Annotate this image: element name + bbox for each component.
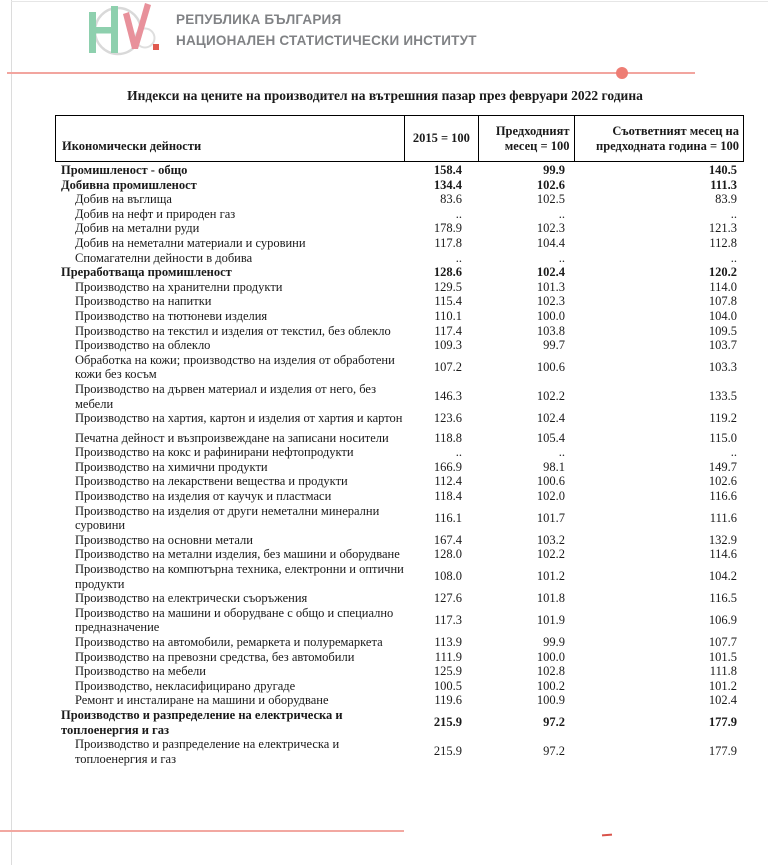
column-header-activities: Икономически дейности bbox=[62, 139, 202, 153]
activity-label: Производство на облекло bbox=[75, 338, 211, 353]
index-value: 83.9 bbox=[715, 192, 737, 207]
index-value: 158.4 bbox=[433, 163, 462, 177]
index-value: 97.2 bbox=[543, 715, 565, 730]
index-value: 128.0 bbox=[433, 547, 462, 562]
decorative-rule-top bbox=[7, 72, 695, 74]
index-value: 101.9 bbox=[536, 613, 565, 628]
index-value: 133.5 bbox=[708, 389, 737, 404]
index-value: 99.9 bbox=[543, 635, 565, 649]
index-value: 112.4 bbox=[434, 474, 462, 489]
table-row bbox=[55, 251, 744, 266]
nsi-logo-icon bbox=[85, 2, 167, 58]
index-value: 108.0 bbox=[433, 569, 462, 584]
index-value: 125.9 bbox=[433, 664, 462, 679]
table-row bbox=[55, 635, 744, 650]
table-row bbox=[55, 562, 744, 591]
index-value: 116.1 bbox=[434, 510, 462, 525]
red-dash-mark bbox=[602, 834, 612, 837]
index-value: 102.2 bbox=[536, 389, 565, 404]
index-value: 117.4 bbox=[434, 323, 462, 338]
activity-label: Печатна дейност и възпроизвеждане на записани носители bbox=[75, 430, 389, 445]
activity-label: Добив на нефт и природен газ bbox=[75, 206, 236, 221]
table-row bbox=[55, 679, 744, 694]
table-row bbox=[55, 309, 744, 324]
activity-label: Обработка на кожи; производство на изделия от обработени кожи без косъм bbox=[75, 352, 395, 382]
index-value: 117.3 bbox=[434, 613, 462, 628]
index-value: 109.5 bbox=[708, 323, 737, 338]
table-row bbox=[55, 737, 744, 766]
table-row bbox=[55, 411, 744, 426]
index-value: 111.6 bbox=[709, 510, 737, 525]
org-name-line1: РЕПУБЛИКА БЪЛГАРИЯ bbox=[176, 12, 342, 27]
table-row bbox=[55, 192, 744, 207]
index-value: 101.2 bbox=[708, 678, 737, 693]
activity-label: Производство и разпределение на електрическа и топлоенергия и газ bbox=[75, 737, 340, 766]
activity-label: Преработваща промишленост bbox=[61, 265, 232, 280]
table-row bbox=[55, 178, 744, 193]
activity-label: Производство на машини и оборудване с общо и специално предназначение bbox=[75, 605, 394, 635]
index-value: 134.4 bbox=[433, 177, 462, 192]
table-row bbox=[55, 163, 744, 178]
index-value: 107.2 bbox=[433, 360, 462, 375]
activity-label: Производство на тютюневи изделия bbox=[75, 308, 268, 323]
activity-label: Производство на метални изделия, без машини и оборудване bbox=[75, 547, 400, 562]
index-value: .. bbox=[730, 445, 737, 460]
index-value: 117.8 bbox=[434, 235, 462, 250]
activity-label: Промишленост - общо bbox=[61, 163, 188, 177]
index-value: 102.4 bbox=[536, 411, 565, 426]
index-value: 101.7 bbox=[536, 510, 565, 525]
activity-label: Производство на дървен материал и изделия от него, без мебели bbox=[75, 381, 377, 411]
index-value: 107.7 bbox=[708, 635, 737, 649]
index-value: 100.6 bbox=[536, 474, 565, 489]
rule-dot-icon bbox=[616, 67, 628, 79]
index-value: 103.2 bbox=[536, 532, 565, 547]
index-value: 101.3 bbox=[536, 279, 565, 294]
index-value: 177.9 bbox=[708, 715, 737, 730]
column-header-prev-year-month: Съответният месец на предходната година = 100 bbox=[574, 116, 744, 161]
index-value: .. bbox=[558, 206, 565, 221]
activity-label: Производство на напитки bbox=[75, 294, 212, 309]
activity-label: Производство на хартия, картон и изделия от хартия и картон bbox=[75, 411, 403, 426]
activity-label: Добив на въглища bbox=[75, 192, 172, 207]
indices-table bbox=[55, 115, 744, 766]
index-value: 106.9 bbox=[708, 613, 737, 628]
activity-label: Добив на неметални материали и суровини bbox=[75, 235, 306, 250]
activity-label: Производство на хранителни продукти bbox=[75, 279, 283, 294]
index-value: 166.9 bbox=[433, 459, 462, 474]
index-value: .. bbox=[455, 445, 462, 460]
table-row bbox=[55, 265, 744, 280]
index-value: 114.6 bbox=[709, 547, 737, 562]
index-value: 102.8 bbox=[536, 664, 565, 679]
index-value: .. bbox=[558, 445, 565, 460]
column-header-prev-month: Предходният месец = 100 bbox=[478, 116, 574, 161]
index-value: 102.0 bbox=[536, 489, 565, 504]
decorative-rule-bottom bbox=[0, 830, 404, 832]
index-value: 97.2 bbox=[543, 744, 565, 759]
index-value: 111.9 bbox=[434, 649, 462, 664]
activity-label: Производство на компютърна техника, електронни и оптични продукти bbox=[75, 562, 404, 591]
activity-label: Ремонт и инсталиране на машини и оборудване bbox=[75, 693, 329, 708]
index-value: 100.0 bbox=[536, 308, 565, 323]
table-row bbox=[55, 236, 744, 251]
index-value: 109.3 bbox=[433, 338, 462, 353]
table-row bbox=[55, 382, 744, 411]
index-value: 98.1 bbox=[543, 459, 565, 474]
index-value: 111.3 bbox=[710, 177, 737, 192]
index-value: 104.0 bbox=[708, 308, 737, 323]
table-row bbox=[55, 693, 744, 708]
activity-label: Производство на лекарствени вещества и продукти bbox=[75, 474, 348, 489]
activity-label: Производство на превозни средства, без автомобили bbox=[75, 649, 355, 664]
activity-label: Добивна промишленост bbox=[61, 177, 197, 192]
index-value: 99.9 bbox=[543, 163, 565, 177]
table-row bbox=[55, 708, 744, 737]
index-value: 115.4 bbox=[434, 294, 462, 309]
index-value: 115.0 bbox=[709, 430, 737, 445]
index-value: 167.4 bbox=[433, 532, 462, 547]
table-row bbox=[55, 606, 744, 635]
index-value: 215.9 bbox=[433, 744, 462, 759]
table-row bbox=[55, 664, 744, 679]
index-value: 116.6 bbox=[709, 489, 737, 504]
activity-label: Производство и разпределение на електрическа и топлоенергия и газ bbox=[61, 707, 343, 737]
table-row bbox=[55, 460, 744, 475]
index-value: 119.2 bbox=[709, 411, 737, 426]
index-value: 102.3 bbox=[536, 221, 565, 236]
index-value: 114.0 bbox=[709, 279, 737, 294]
table-row bbox=[55, 474, 744, 489]
index-value: 102.6 bbox=[708, 474, 737, 489]
index-value: 121.3 bbox=[708, 221, 737, 236]
index-value: 132.9 bbox=[708, 532, 737, 547]
activity-label: Производство на текстил и изделия от текстил, без облекло bbox=[75, 323, 391, 338]
index-value: 120.2 bbox=[708, 265, 737, 280]
index-value: 102.4 bbox=[708, 693, 737, 708]
table-body bbox=[55, 162, 744, 766]
index-value: 123.6 bbox=[433, 411, 462, 426]
index-value: 102.5 bbox=[536, 192, 565, 207]
index-value: 113.9 bbox=[434, 635, 462, 649]
index-value: 111.8 bbox=[709, 664, 737, 679]
table-row bbox=[55, 353, 744, 382]
org-name-line2: НАЦИОНАЛЕН СТАТИСТИЧЕСКИ ИНСТИТУТ bbox=[176, 33, 477, 48]
index-value: .. bbox=[455, 206, 462, 221]
activity-label: Производство на електрически съоръжения bbox=[75, 591, 308, 606]
table-row bbox=[55, 650, 744, 665]
table-row bbox=[55, 547, 744, 562]
activity-label: Производство, некласифицирано другаде bbox=[75, 678, 296, 693]
index-value: 118.8 bbox=[434, 430, 462, 445]
index-value: 110.1 bbox=[434, 308, 462, 323]
index-value: .. bbox=[558, 250, 565, 265]
index-value: 103.8 bbox=[536, 323, 565, 338]
activity-label: Добив на метални руди bbox=[75, 221, 200, 236]
table-row bbox=[55, 533, 744, 548]
activity-label: Производство на изделия от други неметални минерални суровини bbox=[75, 503, 380, 533]
index-value: 100.9 bbox=[536, 693, 565, 708]
column-header-base-2015: 2015 = 100 bbox=[404, 116, 478, 161]
table-header-row bbox=[55, 115, 744, 162]
table-row bbox=[55, 207, 744, 222]
index-value: 103.7 bbox=[708, 338, 737, 353]
activity-label: Спомагателни дейности в добива bbox=[75, 250, 253, 265]
index-value: 178.9 bbox=[433, 221, 462, 236]
index-value: 100.5 bbox=[433, 678, 462, 693]
index-value: 100.2 bbox=[536, 678, 565, 693]
index-value: 119.6 bbox=[434, 693, 462, 708]
index-value: 149.7 bbox=[708, 459, 737, 474]
index-value: .. bbox=[455, 250, 462, 265]
index-value: 116.5 bbox=[709, 591, 737, 606]
table-row bbox=[55, 431, 744, 446]
org-name bbox=[176, 9, 477, 51]
index-value: 118.4 bbox=[434, 489, 462, 504]
index-value: 101.2 bbox=[536, 569, 565, 584]
table-row bbox=[55, 445, 744, 460]
activity-label: Производство на мебели bbox=[75, 664, 206, 679]
index-value: 101.8 bbox=[536, 591, 565, 606]
table-row bbox=[55, 221, 744, 236]
table-row bbox=[55, 280, 744, 295]
index-value: 99.7 bbox=[543, 338, 565, 353]
index-value: 105.4 bbox=[536, 430, 565, 445]
index-value: 102.2 bbox=[536, 547, 565, 562]
index-value: 101.5 bbox=[708, 649, 737, 664]
index-value: 128.6 bbox=[433, 265, 462, 280]
index-value: 112.8 bbox=[709, 235, 737, 250]
index-value: .. bbox=[730, 206, 737, 221]
activity-label: Производство на химични продукти bbox=[75, 459, 268, 474]
index-value: 102.3 bbox=[536, 294, 565, 309]
index-value: 104.4 bbox=[536, 235, 565, 250]
index-value: 129.5 bbox=[433, 279, 462, 294]
page-left-border bbox=[11, 0, 12, 865]
table-row bbox=[55, 294, 744, 309]
index-value: 215.9 bbox=[433, 715, 462, 730]
index-value: 83.6 bbox=[440, 192, 462, 207]
activity-label: Производство на изделия от каучук и пластмаси bbox=[75, 489, 332, 504]
index-value: 127.6 bbox=[433, 591, 462, 606]
table-row bbox=[55, 504, 744, 533]
index-value: 103.3 bbox=[708, 360, 737, 375]
page-title: Индекси на цените на производител на вътрешния пазар през февруари 2022 година bbox=[127, 88, 643, 103]
index-value: 177.9 bbox=[708, 744, 737, 759]
activity-label: Производство на основни метали bbox=[75, 532, 253, 547]
index-value: 140.5 bbox=[708, 163, 737, 177]
index-value: 100.0 bbox=[536, 649, 565, 664]
table-row bbox=[55, 489, 744, 504]
index-value: 100.6 bbox=[536, 360, 565, 375]
index-value: 102.4 bbox=[536, 265, 565, 280]
nsi-logo bbox=[85, 2, 167, 58]
table-row bbox=[55, 338, 744, 353]
activity-label: Производство на автомобили, ремаркета и полуремаркета bbox=[75, 635, 383, 649]
index-value: .. bbox=[730, 250, 737, 265]
activity-label: Производство на кокс и рафинирани нефтопродукти bbox=[75, 445, 354, 460]
index-value: 146.3 bbox=[433, 389, 462, 404]
table-row bbox=[55, 324, 744, 339]
index-value: 102.6 bbox=[536, 177, 565, 192]
index-value: 107.8 bbox=[708, 294, 737, 309]
index-value: 104.2 bbox=[708, 569, 737, 584]
table-row bbox=[55, 591, 744, 606]
